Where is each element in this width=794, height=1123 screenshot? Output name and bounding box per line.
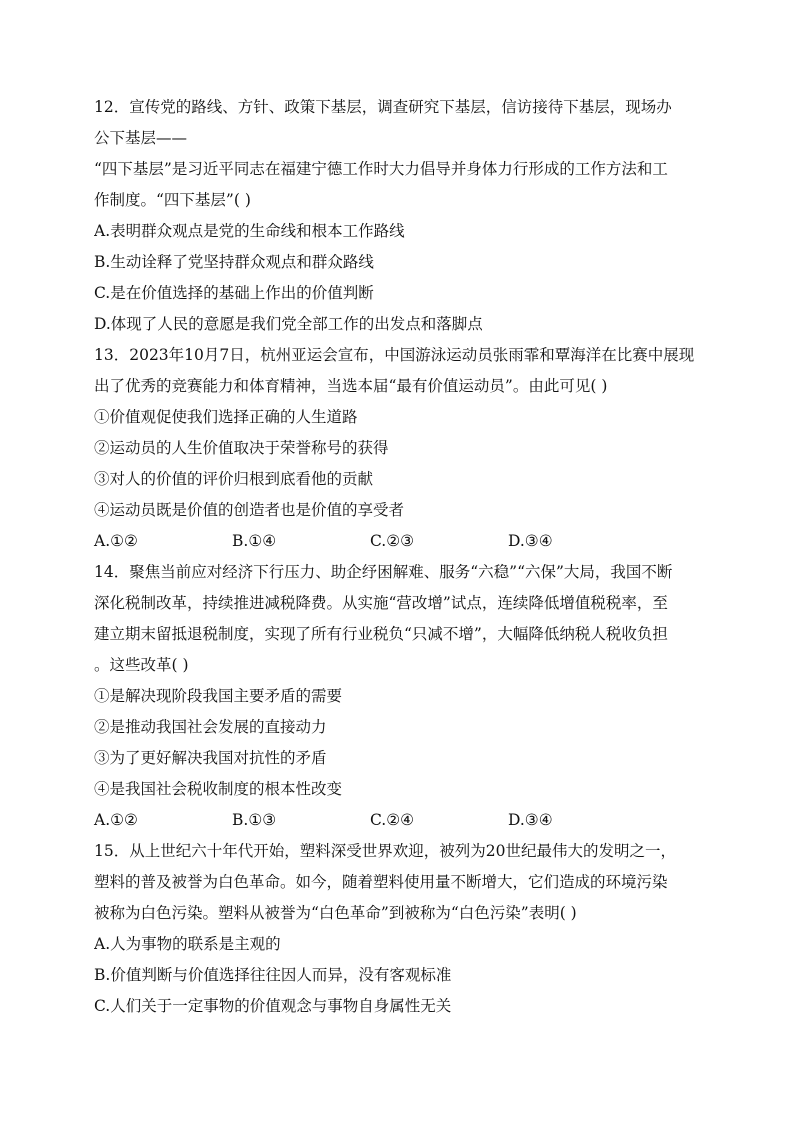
question-15 (94, 836, 706, 1022)
question-13-statement-4: ④运动员既是价值的创造者也是价值的享受者 (94, 501, 405, 519)
question-12-stem: 作制度。“四下基层”( ) (94, 191, 251, 209)
question-14 (94, 557, 706, 836)
question-13-options (94, 526, 706, 557)
question-12-stem: “四下基层”是习近平同志在福建宁德工作时大力倡导并身体力行形成的工作方法和工 (94, 160, 668, 178)
question-12-stem: 公下基层—— (94, 129, 188, 147)
option-d: D.③④ (508, 811, 553, 829)
question-13-statement-1: ①价值观促使我们选择正确的人生道路 (94, 408, 358, 426)
question-15-option-a: A.人为事物的联系是主观的 (94, 935, 281, 953)
question-14-stem: 14．聚焦当前应对经济下行压力、助企纾困解难、服务“六稳”“六保”大局，我国不断 (94, 563, 673, 581)
question-12-option-a: A.表明群众观点是党的生命线和根本工作路线 (94, 222, 405, 240)
exam-page (94, 92, 706, 1022)
question-13 (94, 340, 706, 557)
question-14-statement-3: ③为了更好解决我国对抗性的矛盾 (94, 749, 327, 767)
option-c: C.②③ (370, 532, 415, 550)
option-b: B.①③ (232, 811, 277, 829)
question-12-option-c: C.是在价值选择的基础上作出的价值判断 (94, 284, 374, 302)
question-15-option-b: B.价值判断与价值选择往往因人而异，没有客观标准 (94, 966, 452, 984)
question-12-stem: 12．宣传党的路线、方针、政策下基层，调查研究下基层，信访接待下基层，现场办 (94, 98, 672, 116)
question-14-options (94, 805, 706, 836)
option-d: D.③④ (508, 532, 553, 550)
question-13-stem: 出了优秀的竞赛能力和体育精神，当选本届“最有价值运动员”。由此可见( ) (94, 377, 608, 395)
option-b: B.①④ (232, 532, 277, 550)
question-14-stem: 建立期末留抵退税制度，实现了所有行业税负“只减不增”，大幅降低纳税人税收负担 (94, 625, 668, 643)
question-12 (94, 92, 706, 340)
question-12-option-d: D.体现了人民的意愿是我们党全部工作的出发点和落脚点 (94, 315, 483, 333)
question-14-stem: 。这些改革( ) (94, 656, 189, 674)
question-14-statement-2: ②是推动我国社会发展的直接动力 (94, 718, 327, 736)
question-15-stem: 15．从上世纪六十年代开始，塑料深受世界欢迎，被列为20世纪最伟大的发明之一， (94, 842, 676, 860)
question-15-option-c: C.人们关于一定事物的价值观念与事物自身属性无关 (94, 997, 452, 1015)
question-12-option-b: B.生动诠释了党坚持群众观点和群众路线 (94, 253, 374, 271)
option-a: A.①② (94, 811, 138, 829)
question-13-statement-3: ③对人的价值的评价归根到底看他的贡献 (94, 470, 374, 488)
question-14-stem: 深化税制改革，持续推进减税降费。从实施“营改增”试点，连续降低增值税税率，至 (94, 594, 668, 612)
question-13-statement-2: ②运动员的人生价值取决于荣誉称号的获得 (94, 439, 389, 457)
option-a: A.①② (94, 532, 138, 550)
question-15-stem: 塑料的普及被誉为白色革命。如今，随着塑料使用量不断增大，它们造成的环境污染 (94, 873, 668, 891)
question-14-statement-1: ①是解决现阶段我国主要矛盾的需要 (94, 687, 343, 705)
question-15-stem: 被称为白色污染。塑料从被誉为“白色革命”到被称为“白色污染”表明( ) (94, 904, 577, 922)
question-13-stem: 13．2023年10月7日，杭州亚运会宣布，中国游泳运动员张雨霏和覃海洋在比赛中展现 (94, 346, 695, 364)
option-c: C.②④ (370, 811, 415, 829)
question-14-statement-4: ④是我国社会税收制度的根本性改变 (94, 780, 343, 798)
